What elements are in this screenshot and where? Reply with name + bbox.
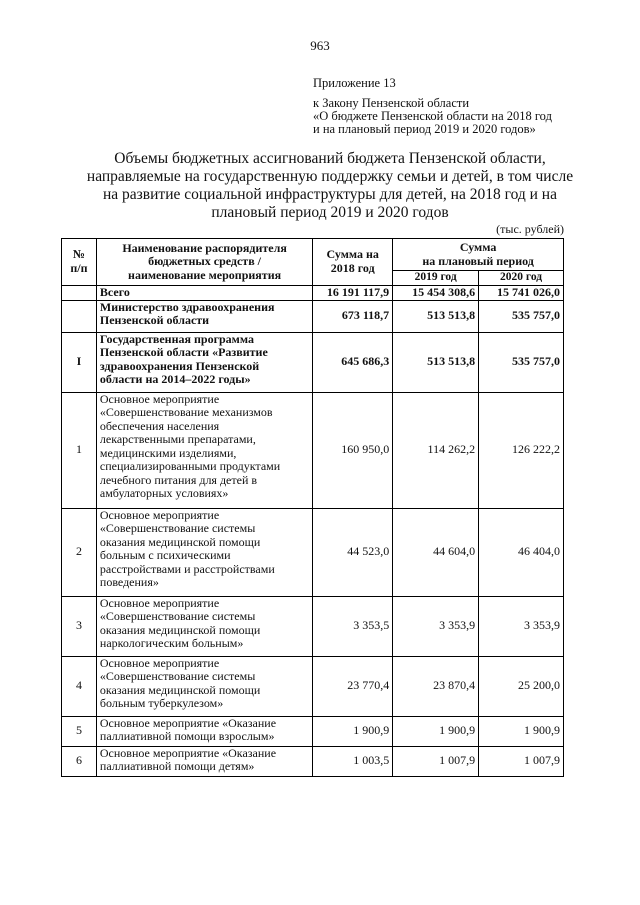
title-line: на развитие социальной инфраструктуры для детей, на 2018 год и на — [103, 186, 557, 203]
row-number: 1 — [62, 392, 97, 508]
row-name — [96, 285, 312, 300]
row-name-line: Государственная программа — [99, 331, 254, 346]
table-row — [62, 596, 564, 656]
header-2020: 2020 год — [479, 271, 564, 286]
row-value-2018: 23 770,4 — [313, 656, 393, 716]
row-value-2020: 25 200,0 — [479, 656, 564, 716]
row-name-line: лекарственными препаратами, — [99, 432, 256, 446]
row-value-2019: 44 604,0 — [393, 508, 479, 596]
row-name — [96, 508, 312, 596]
row-name-line: Основное мероприятие — [99, 507, 220, 522]
appendix-line: и на плановый период 2019 и 2020 годов» — [313, 122, 536, 136]
row-value-2018: 16 191 117,9 — [313, 285, 393, 300]
row-name-line: больным туберкулезом» — [99, 696, 224, 710]
row-name-line: Основное мероприятие — [99, 655, 220, 670]
header-name: Наименование распорядителя бюджетных средств / наименование мероприятия — [96, 239, 312, 286]
row-value-2020: 535 757,0 — [479, 332, 564, 392]
title-line: направляемые на государственную поддержку семьи и детей, в том числе — [86, 168, 574, 185]
row-value-2018: 160 950,0 — [313, 392, 393, 508]
row-value-2019: 513 513,8 — [393, 300, 479, 332]
row-value-2019: 23 870,4 — [393, 656, 479, 716]
row-number: 5 — [62, 716, 97, 746]
table-row — [62, 716, 564, 746]
row-name — [96, 716, 312, 746]
row-value-2019: 114 262,2 — [393, 392, 479, 508]
row-name-line: Основное мероприятие «Оказание — [99, 745, 277, 760]
header-2019: 2019 год — [393, 271, 479, 286]
header-sum-2018: Сумма на 2018 год — [313, 239, 393, 286]
table-header — [62, 239, 564, 286]
row-name — [96, 392, 312, 508]
row-name-line: здравоохранения Пензенской — [99, 358, 260, 373]
row-name-line: наркологическим больным» — [99, 636, 244, 650]
header-planned-period: Сумма на плановый период — [393, 239, 564, 271]
row-name-line: Всего — [99, 284, 130, 299]
row-value-2018: 44 523,0 — [313, 508, 393, 596]
row-number: 3 — [62, 596, 97, 656]
row-value-2018: 1 003,5 — [313, 746, 393, 776]
row-name-line: «Совершенствование системы — [99, 669, 256, 683]
table-row — [62, 392, 564, 508]
row-name-line: амбулаторных условиях» — [99, 486, 229, 500]
row-name-line: оказания медицинской помощи — [99, 534, 261, 549]
row-number — [62, 285, 97, 300]
row-value-2020: 1 007,9 — [479, 746, 564, 776]
table-row — [62, 508, 564, 596]
row-number: 6 — [62, 746, 97, 776]
row-name-line: Основное мероприятие «Оказание — [99, 715, 277, 730]
row-value-2020: 535 757,0 — [479, 300, 564, 332]
table-row — [62, 746, 564, 776]
header-num: № п/п — [62, 239, 97, 286]
row-name-line: Основное мероприятие — [99, 391, 220, 406]
row-name-line: специализированными продуктами — [99, 459, 281, 473]
row-value-2019: 3 353,9 — [393, 596, 479, 656]
row-value-2020: 46 404,0 — [479, 508, 564, 596]
row-number: 4 — [62, 656, 97, 716]
title-line: плановый период 2019 и 2020 годов — [211, 204, 449, 221]
row-number — [62, 300, 97, 332]
table-row — [62, 285, 564, 300]
row-name-line: расстройствами и расстройствами — [99, 561, 275, 576]
row-value-2020: 1 900,9 — [479, 716, 564, 746]
title-line: Объемы бюджетных ассигнований бюджета Пензенской области, — [114, 150, 546, 167]
appendix-block — [313, 77, 552, 136]
row-value-2019: 1 900,9 — [393, 716, 479, 746]
appendix-label: Приложение 13 — [313, 76, 396, 90]
page-number: 963 — [310, 38, 330, 53]
row-name — [96, 596, 312, 656]
row-value-2019: 1 007,9 — [393, 746, 479, 776]
row-name-line: Пензенской области — [99, 313, 210, 327]
row-name-line: «Совершенствование системы — [99, 521, 256, 535]
row-name-line: медицинскими изделиями, — [99, 445, 237, 460]
row-name-line: больным с психическими — [99, 548, 231, 562]
row-name-line: Основное мероприятие — [99, 595, 220, 610]
row-name — [96, 746, 312, 776]
row-number: I — [62, 332, 97, 392]
row-value-2018: 3 353,5 — [313, 596, 393, 656]
row-name-line: «Совершенствование системы — [99, 609, 256, 623]
row-value-2019: 15 454 308,6 — [393, 285, 479, 300]
row-name-line: паллиативной помощи детям» — [99, 759, 255, 773]
row-name-line: оказания медицинской помощи — [99, 622, 261, 637]
row-value-2018: 1 900,9 — [313, 716, 393, 746]
row-value-2020: 15 741 026,0 — [479, 285, 564, 300]
units-label: (тыс. рублей) — [496, 222, 564, 236]
row-name-line: паллиативной помощи взрослым» — [99, 729, 275, 743]
row-name — [96, 332, 312, 392]
budget-table — [61, 238, 564, 777]
row-name-line: обеспечения населения — [99, 418, 220, 433]
row-name-line: Пензенской области «Развитие — [99, 345, 268, 359]
table-body — [62, 285, 564, 776]
document-title — [60, 150, 600, 222]
row-name-line: поведения» — [99, 575, 159, 589]
row-number: 2 — [62, 508, 97, 596]
row-value-2020: 126 222,2 — [479, 392, 564, 508]
row-name-line: «Совершенствование механизмов — [99, 405, 273, 419]
row-name — [96, 656, 312, 716]
row-name-line: оказания медицинской помощи — [99, 682, 261, 697]
table-row — [62, 332, 564, 392]
row-value-2019: 513 513,8 — [393, 332, 479, 392]
row-name — [96, 300, 312, 332]
row-name-line: Министерство здравоохранения — [99, 299, 275, 314]
appendix-line: «О бюджете Пензенской области на 2018 год — [313, 109, 552, 123]
appendix-line: к Закону Пензенской области — [313, 96, 470, 110]
row-value-2018: 645 686,3 — [313, 332, 393, 392]
row-value-2018: 673 118,7 — [313, 300, 393, 332]
table-row — [62, 656, 564, 716]
row-name-line: лечебного питания для детей в — [99, 472, 258, 487]
table-row — [62, 300, 564, 332]
row-name-line: области на 2014–2022 годы» — [99, 372, 251, 386]
row-value-2020: 3 353,9 — [479, 596, 564, 656]
